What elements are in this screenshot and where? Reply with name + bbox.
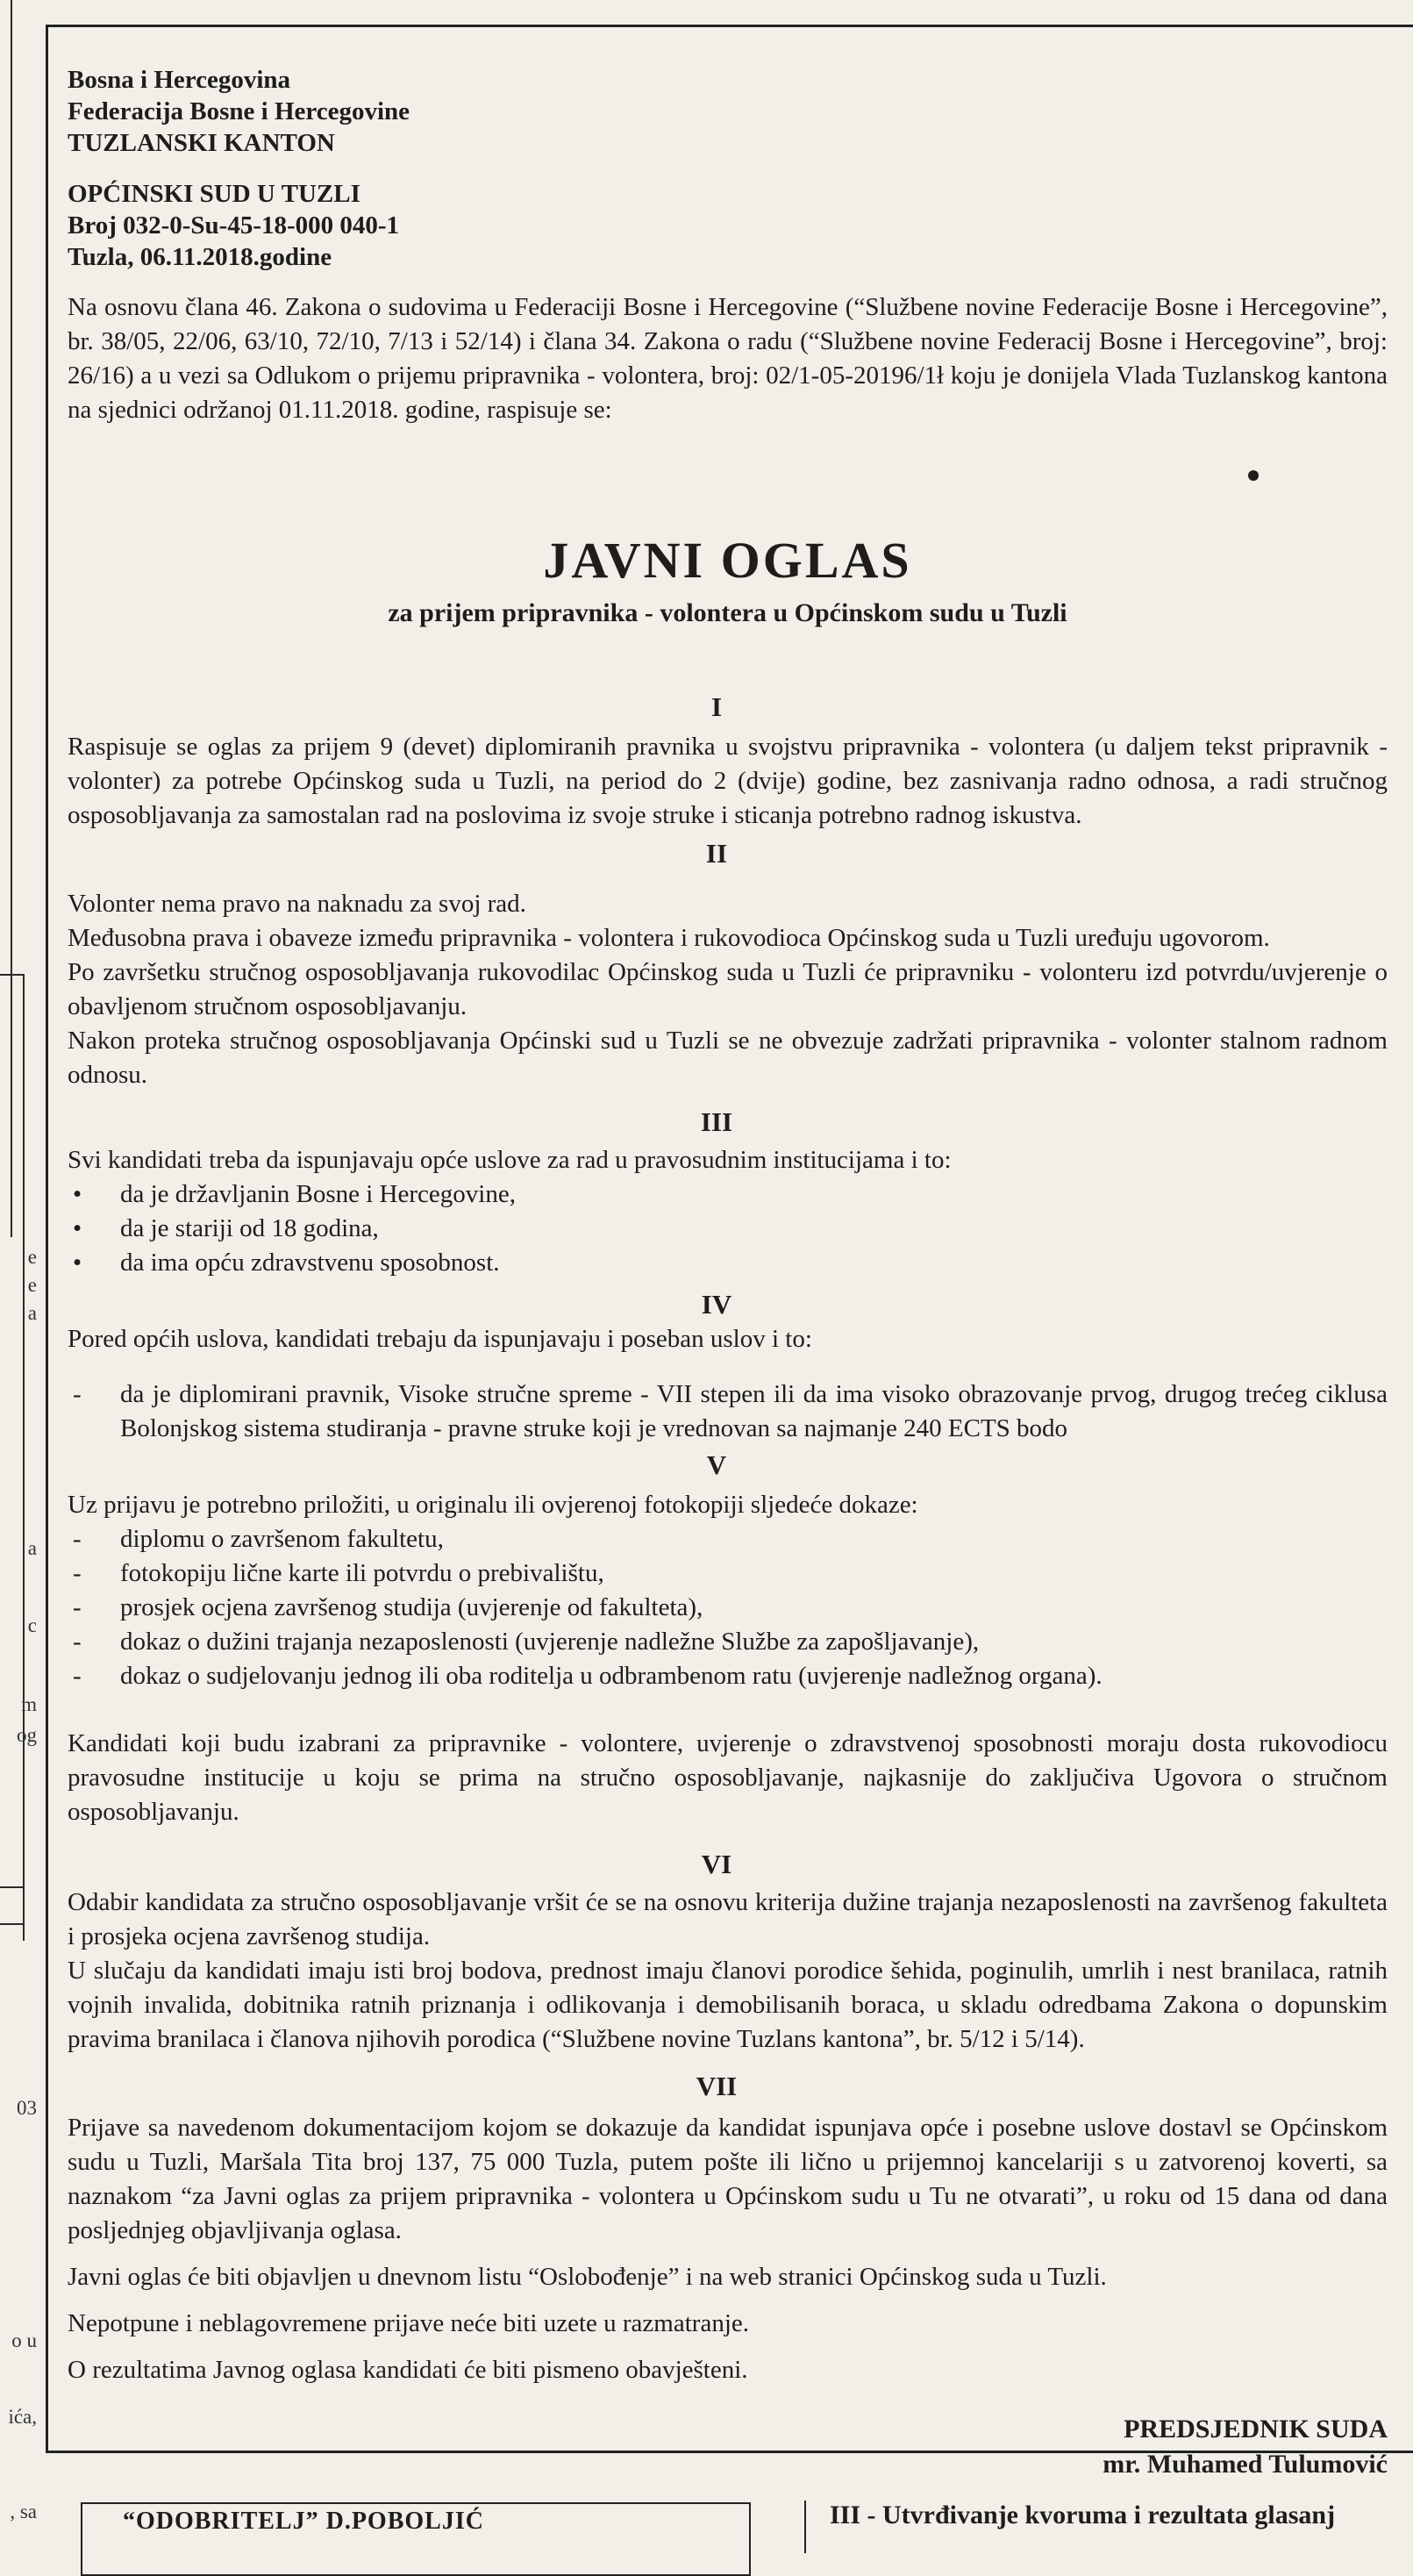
signature-name: mr. Muhamed Tulumović [1103,2450,1388,2479]
list-item: - dokaz o sudjelovanju jednog ili oba roditelja u odbrambenom ratu (uvjerenje nadležnog organa). [73,1662,1103,1690]
adjacent-fragment: e [27,1274,37,1296]
header-place-date: Tuzla, 06.11.2018.godine [68,243,332,271]
section-numeral: II [705,838,728,869]
section-2-para: Po završetku stručnog osposobljavanja rukovodilac Općinskog suda u Tuzli će pripravniku - volonteru izd potvrdu/uvjerenje o obavljenom stručnom osposobljavanju. [68,958,1388,1020]
section-numeral: I [710,691,723,722]
adjacent-fragment: a [27,1537,37,1559]
section-numeral: IV [701,1289,732,1320]
section-5-lead: Uz prijavu je potrebno priložiti, u originalu ili ovjerenoj fotokopiji sljedeće dokaze: [68,1491,918,1519]
adjacent-fragment: a [27,1302,37,1324]
adjacent-fragment: e [27,1246,37,1268]
next-notice-text: III - Utvrđivanje kvoruma i rezultata glasanj [830,2501,1336,2529]
section-5-note: Kandidati koji budu izabrani za pripravnike - volontere, uvjerenje o zdravstvenoj sposobnosti moraju dosta rukovodiocu pravosudne institucije u koju se prima na stručno osposobljavanje, najkasnije do zaključiva Ugovora o stručnom osposobljavanju. [68,1729,1388,1826]
section-6-para: Odabir kandidata za stručno osposobljavanje vršit će se na osnovu kriterija dužine trajanja nezaposlenosti na završenog fakulteta i prosjeka ocjena završenog studija. [68,1888,1388,1950]
section-numeral: VII [696,2071,738,2101]
header-federation: Federacija Bosne i Hercegovine [68,97,410,125]
section-numeral: III [700,1106,733,1137]
notice-subtitle: za prijem pripravnika - volontera u Općinskom sudu u Tuzli [388,598,1067,627]
section-7-para: Prijave sa navedenom dokumentacijom kojom se dokazuje da kandidat ispunjava opće i posebne uslove dostavl se Općinskom sudu u Tuzli, Maršala Tita broj 137, 75 000 Tuzla, putem pošte ili lično u prijemnoj kancelariji s u zatvorenoj koverti, sa naznakom “za Javni oglas za prijem pripravnika - volontera u Općinskom sudu u Tu ne otvarati”, u roku od 15 dana od dana posljednjeg objavljivanja oglasa. [68,2114,1388,2244]
section-6-para: U slučaju da kandidati imaju isti broj bodova, prednost imaju članovi porodice šehida, poginulih, umrlih i nest branilaca, ratnih vojnih invalida, dobitnika ratnih priznanja i odlikovanja i demobilisanih boraca, u skladu odredbama Zakona o dopunskim pravima branilaca i članova njihovih porodica (“Službene novine Tuzlans kantona”, br. 5/12 i 5/14). [68,1957,1388,2053]
special-condition-list [68,1377,1388,1446]
list-item: - prosjek ocjena završenog studija (uvjerenje od fakulteta), [73,1593,703,1621]
section-numeral: VI [701,1849,732,1879]
signature-role: PREDSJEDNIK SUDA [1124,2415,1388,2444]
list-item: • da je državljanin Bosne i Hercegovine, [73,1180,516,1208]
adjacent-fragment: o u [11,2329,37,2351]
header-court: OPĆINSKI SUD U TUZLI [68,180,360,208]
public-notice [46,25,1413,2479]
adjacent-fragment: c [27,1614,37,1636]
adjacent-fragment: m [21,1693,37,1715]
notice-title: JAVNI OGLAS [543,532,912,589]
adjacent-fragment: 03 [17,2097,37,2119]
adjacent-fragment: ića, [8,2406,37,2428]
list-item: - diplomu o završenom fakultetu, [73,1525,444,1553]
adjacent-column [0,0,37,2548]
adjacent-box-2 [0,1886,25,1941]
list-item: - fotokopiju lične karte ili potvrdu o prebivalištu, [73,1559,604,1587]
section-7-para: Javni oglas će biti objavljen u dnevnom listu “Oslobođenje” i na web stranici Općinskog suda u Tuzli. [68,2263,1107,2291]
adjacent-box [0,974,25,1925]
next-notice [54,2488,1413,2558]
intro-paragraph: Na osnovu člana 46. Zakona o sudovima u Federaciji Bosne i Hercegovine (“Službene novine Federacije Bosne i Hercegovine”, br. 38/05, 22/06, 63/10, 72/10, 7/13 i 52/14) i člana 34. Zakona o radu (“Službene novine Federacij Bosne i Hercegovine”, broj: 26/16) a u vezi sa Odlukom o prijemu pripravnika - volontera, broj: 02/1-05-20196/1ł koju je donijela Vlada Tuzlanskog kantona na sjednici održanoj 01.11.2018. godine, raspisuje se: [68,293,1388,424]
adjacent-fragment: , sa [10,2501,37,2522]
section-3-lead: Svi kandidati treba da ispunjavaju opće uslove za rad u pravosudnim institucijama i to: [68,1146,952,1174]
section-numeral: V [706,1449,727,1480]
section-2-para: Nakon proteka stručnog osposobljavanja Općinski sud u Tuzli se ne obvezuje zadržati pripravnika - volonter stalnom radnom odnosu. [68,1027,1388,1089]
section-7-para: O rezultatima Javnog oglasa kandidati će biti pismeno obavješteni. [68,2356,748,2384]
header-number: Broj 032-0-Su-45-18-000 040-1 [68,211,400,240]
column-rule [804,2501,806,2553]
header-country: Bosna i Hercegovina [68,66,291,94]
adjacent-fragment: og [17,1724,37,1746]
list-item: - dokaz o dužini trajanja nezaposlenosti (uvjerenje nadležne Službe za zapošljavanje), [73,1628,980,1656]
next-notice-title: “ODOBRITELJ” D.POBOLJIĆ [123,2508,484,2535]
general-conditions-list [68,1177,1366,1280]
list-item: • da ima opću zdravstvenu sposobnost. [73,1249,500,1277]
section-7-para: Nepotpune i neblagovremene prijave neće biti uzete u razmatranje. [68,2309,749,2337]
header-canton: TUZLANSKI KANTON [68,129,335,157]
documents-list [68,1522,1366,1693]
list-item: - da je diplomirani pravnik, Visoke stručne spreme - VII stepen ili da ima visoko obrazovanje prvog, drugog trećeg ciklusa Bolonjskog sistema studiranja - pravne struke koji je vrednovan sa najmanje 240 ECTS bodo [73,1380,1388,1442]
section-1-text: Raspisuje se oglas za prijem 9 (devet) diplomiranih pravnika u svojstvu pripravnika - volontera (u daljem tekst pripravnik - volonter) za potrebe Općinskog suda u Tuzli, na period do 2 (dvije) godine, bez zasnivanja radno odnosa, a radi stručnog osposobljavanja za samostalan rad na poslovima iz svoje struke i sticanja potrebno radnog iskustva. [68,733,1388,829]
notice-body [68,64,1388,2482]
section-2-para: Međusobna prava i obaveze između pripravnika - volontera i rukovodioca Općinskog suda u Tuzli uređuju ugovorom. [68,924,1270,952]
section-2-para: Volonter nema pravo na naknadu za svoj rad. [68,890,526,918]
list-item: • da je stariji od 18 godina, [73,1214,379,1242]
section-4-lead: Pored općih uslova, kandidati trebaju da ispunjavaju i poseban uslov i to: [68,1325,812,1353]
